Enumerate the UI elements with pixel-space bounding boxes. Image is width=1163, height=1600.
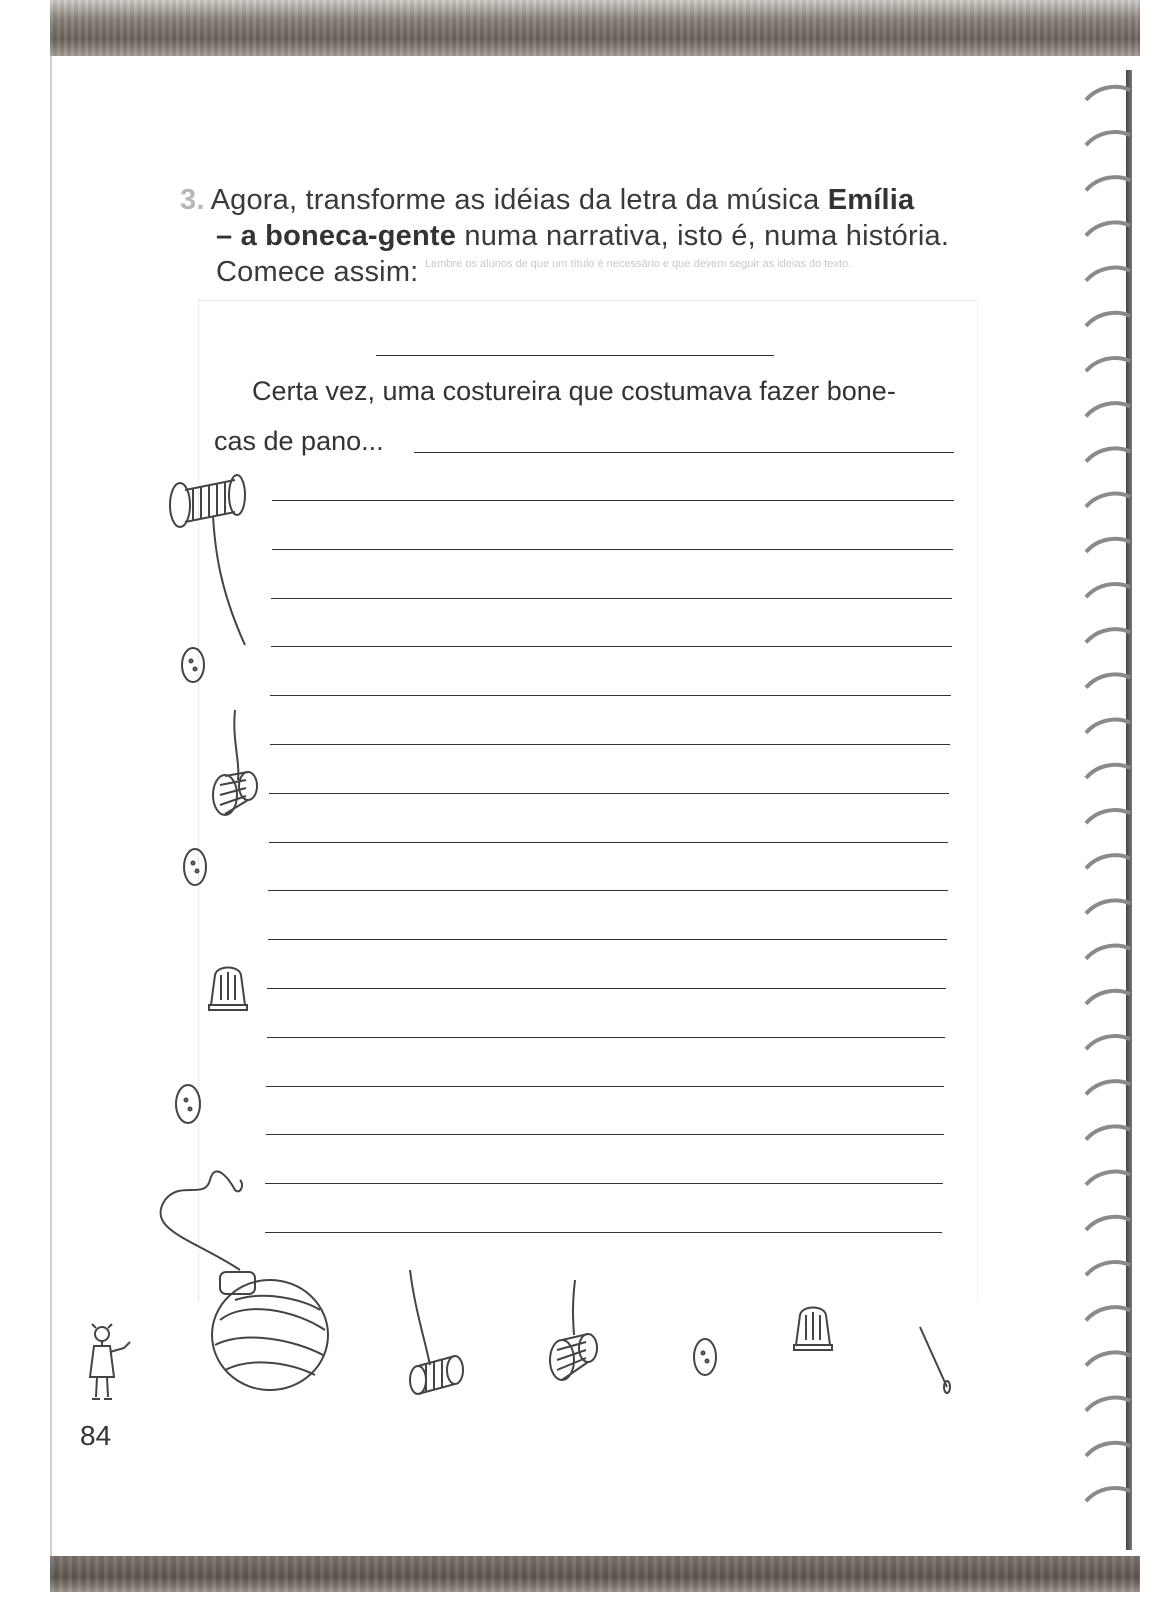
instruction-line-3: Comece assim:: [216, 256, 419, 288]
writing-line[interactable]: [265, 1232, 943, 1233]
scan-top-edge: [50, 0, 1140, 56]
writing-line[interactable]: [267, 988, 946, 989]
spiral-ring: [1086, 1352, 1130, 1365]
spiral-ring: [1086, 1488, 1130, 1501]
spiral-ring: [1086, 855, 1130, 868]
spiral-ring: [1086, 1172, 1130, 1185]
thimble-icon: [788, 1300, 838, 1355]
yarn-ball-icon: [155, 1160, 335, 1400]
story-start-line-2: cas de pano...: [214, 426, 384, 456]
button-icon: [180, 845, 210, 890]
spiral-ring: [1086, 358, 1130, 371]
spiral-ring: [1086, 1081, 1130, 1094]
spiral-ring: [1086, 448, 1130, 461]
spiral-ring: [1086, 1262, 1130, 1275]
spiral-ring: [1086, 1443, 1130, 1456]
spiral-ring: [1086, 1036, 1130, 1049]
spiral-ring: [1086, 720, 1130, 733]
thread-bobbin-icon: [540, 1280, 610, 1390]
spiral-ring: [1086, 1398, 1130, 1411]
page-edge: [50, 56, 52, 1556]
spiral-ring: [1086, 1126, 1130, 1139]
writing-line[interactable]: [268, 890, 948, 891]
instruction-line-2: numa narrativa, isto é, numa história.: [456, 220, 950, 252]
writing-line[interactable]: [272, 500, 954, 501]
spiral-ring: [1086, 222, 1130, 235]
exercise-instruction: [180, 182, 980, 290]
spiral-ring: [1086, 900, 1130, 913]
writing-line[interactable]: [268, 939, 947, 940]
thread-spool-icon: [165, 470, 255, 650]
needle-icon: [915, 1325, 955, 1395]
spiral-ring: [1086, 765, 1130, 778]
instruction-line-1: Agora, transforme as idéias da letra da música: [210, 184, 828, 216]
spiral-ring: [1086, 177, 1130, 190]
writing-line[interactable]: [271, 646, 952, 647]
song-title-part-2: – a boneca-gente: [216, 220, 457, 252]
spiral-ring: [1086, 539, 1130, 552]
story-start-line-1: Certa vez, uma costureira que costumava fazer bone-: [252, 376, 896, 406]
writing-line[interactable]: [270, 695, 951, 696]
writing-line[interactable]: [272, 549, 954, 550]
button-icon: [178, 645, 208, 685]
spiral-ring: [1086, 132, 1130, 145]
writing-line[interactable]: [269, 842, 949, 843]
thread-spool-icon: [400, 1270, 470, 1400]
writing-line[interactable]: [265, 1183, 943, 1184]
writing-line[interactable]: [414, 452, 954, 453]
writing-line[interactable]: [270, 744, 951, 745]
spiral-ring: [1086, 313, 1130, 326]
spiral-binding: [1068, 80, 1148, 1540]
emilia-doll-icon: [82, 1322, 137, 1407]
thread-bobbin-icon: [200, 710, 270, 820]
teacher-note: Lembre os alunos de que um título é necessário e que devem seguir as ideias do texto.: [425, 258, 852, 270]
writing-line[interactable]: [271, 598, 952, 599]
button-icon: [172, 1082, 204, 1127]
spiral-ring: [1086, 403, 1130, 416]
thimble-icon: [203, 960, 253, 1015]
spiral-ring: [1086, 494, 1130, 507]
spiral-ring: [1086, 810, 1130, 823]
title-line[interactable]: [376, 355, 774, 356]
spiral-ring: [1086, 629, 1130, 642]
spiral-ring: [1086, 674, 1130, 687]
writing-line[interactable]: [266, 1134, 944, 1135]
exercise-number: 3.: [180, 184, 205, 216]
scan-bottom-edge: [50, 1556, 1140, 1592]
song-title-part-1: Emília: [827, 184, 915, 216]
button-icon: [690, 1335, 720, 1380]
spiral-ring: [1086, 1307, 1130, 1320]
spiral-ring: [1086, 87, 1130, 100]
writing-line[interactable]: [269, 793, 949, 794]
spiral-ring: [1086, 268, 1130, 281]
page-number: 84: [80, 1420, 112, 1451]
spiral-ring: [1086, 1217, 1130, 1230]
writing-line[interactable]: [266, 1086, 944, 1087]
spiral-ring: [1086, 584, 1130, 597]
spiral-ring: [1086, 946, 1130, 959]
spiral-ring: [1086, 991, 1130, 1004]
writing-line[interactable]: [267, 1037, 946, 1038]
